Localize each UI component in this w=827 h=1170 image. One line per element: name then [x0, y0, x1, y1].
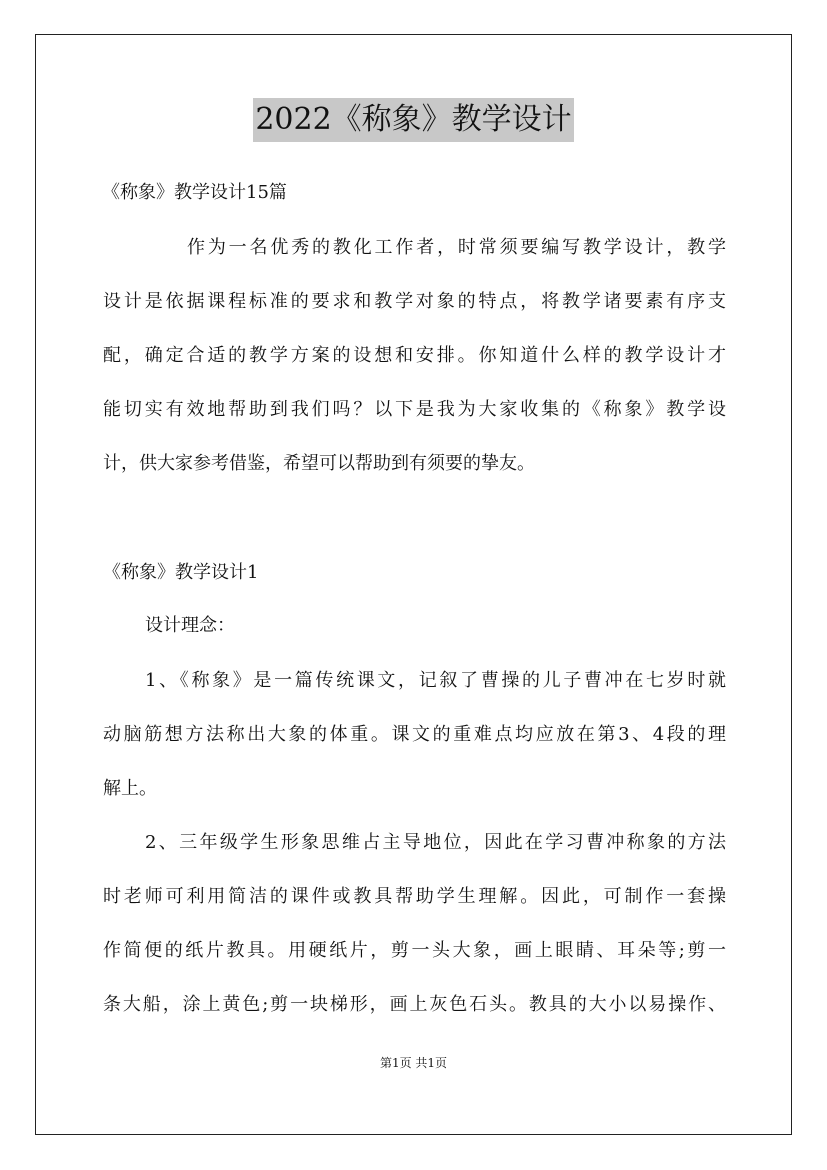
design-concept-label: 设计理念： [145, 615, 235, 636]
paragraph-line: 2、三年级学生形象思维占主导地位，因此在学习曹冲称象的方法 [145, 832, 726, 853]
paragraph-line: 动脑筋想方法称出大象的体重。课文的重难点均应放在第3、4段的理 [103, 724, 726, 745]
intro-line: 计，供大家参考借鉴，希望可以帮助到有须要的挚友。 [103, 453, 535, 474]
paragraph-line: 时老师可利用简洁的课件或教具帮助学生理解。因此，可制作一套操 [103, 886, 726, 907]
document-title: 2022《称象》教学设计 [253, 98, 573, 142]
intro-line: 配，确定合适的教学方案的设想和安排。你知道什么样的教学设计才 [103, 345, 726, 366]
paragraph-1 [103, 654, 726, 816]
paragraph-line: 作简便的纸片教具。用硬纸片，剪一头大象，画上眼睛、耳朵等;剪一 [103, 940, 726, 961]
page-footer: 第1页 共1页 [379, 1056, 448, 1070]
intro-line: 作为一名优秀的教化工作者，时常须要编写教学设计，教学 [187, 237, 726, 258]
paragraph-line: 解上。 [103, 778, 157, 799]
paragraph-line: 1、《称象》是一篇传统课文，记叙了曹操的儿子曹冲在七岁时就 [145, 670, 726, 691]
section-heading: 《称象》教学设计1 [103, 562, 259, 583]
intro-line: 能切实有效地帮助到我们吗？以下是我为大家收集的《称象》教学设 [103, 399, 726, 420]
title-container [0, 98, 827, 142]
intro-line: 设计是依据课程标准的要求和教学对象的特点，将教学诸要素有序支 [103, 291, 726, 312]
paragraph-line: 条大船，涂上黄色;剪一块梯形，画上灰色石头。教具的大小以易操作、 [103, 994, 726, 1015]
paragraph-2 [103, 816, 726, 1032]
intro-paragraph [103, 221, 726, 491]
document-subtitle: 《称象》教学设计15篇 [102, 182, 287, 203]
